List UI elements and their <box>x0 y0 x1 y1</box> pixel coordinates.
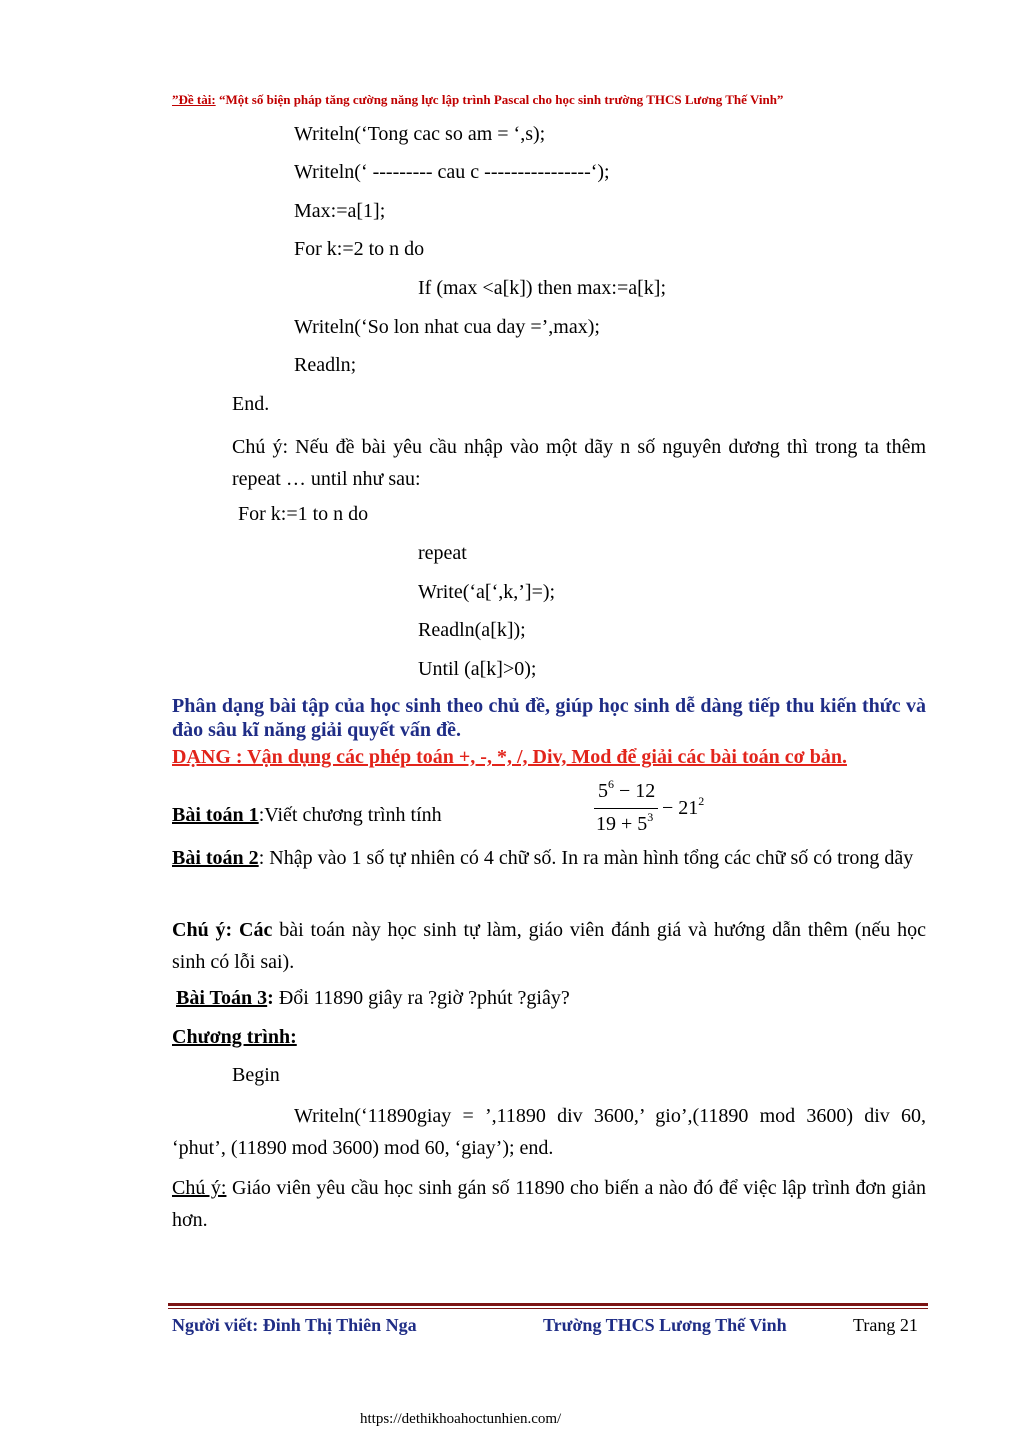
section-heading: Phân dạng bài tập của học sinh theo chủ đề, giúp học sinh dễ dàng tiếp thu kiến thức và đào sâu kĩ năng giải quyết vấn đề. <box>172 695 926 741</box>
problem-3: Bài Toán 3: Đổi 11890 giây ra ?giờ ?phút ?giây? <box>176 987 570 1009</box>
note-3-text: Giáo viên yêu cầu học sinh gán số 11890 cho biến a nào đó để việc lập trình đơn giản hơn. <box>172 1177 926 1231</box>
code-line: Max:=a[1]; <box>294 200 386 222</box>
problem-3-label: Bài Toán 3 <box>176 987 268 1009</box>
code-line: repeat <box>418 542 467 564</box>
problem-1 <box>172 803 442 827</box>
source-url[interactable]: https://dethikhoahoctunhien.com/ <box>360 1411 562 1427</box>
code-line: For k:=1 to n do <box>238 503 369 525</box>
note-2-text: bài toán này học sinh tự làm, giáo viên đánh giá và hướng dẫn thêm (nếu học sinh có lỗi sai). <box>172 919 927 973</box>
footer-school: Trường THCS Lương Thế Vinh <box>543 1315 787 1335</box>
code-line: End. <box>232 393 270 415</box>
problem-2-text: : Nhập vào 1 số tự nhiên có 4 chữ số. In ra màn hình tổng các chữ số có trong dãy <box>258 847 914 869</box>
code-line: Until (a[k]>0); <box>418 658 537 680</box>
note-paragraph: Chú ý: Nếu đề bài yêu cầu nhập vào một dãy n số nguyên dương thì trong ta thêm repeat … until như sau: <box>232 436 926 490</box>
note-2 <box>172 914 926 978</box>
code-line: Writeln(‘So lon nhat cua day =’,max); <box>294 316 600 338</box>
footer-rule-thin <box>168 1308 928 1309</box>
footer-author: Người viết: Đinh Thị Thiên Nga <box>172 1315 417 1335</box>
document-header <box>172 92 783 108</box>
problem-2 <box>172 842 926 874</box>
code-line: Readln(a[k]); <box>418 619 526 641</box>
formula-denominator: $19 + 5^3$ <box>596 810 654 835</box>
code-line: Readln; <box>294 354 357 376</box>
page-number: Trang 21 <box>853 1315 918 1335</box>
problem-1-text: :Viết chương trình tính <box>258 804 442 826</box>
code-writeln: Writeln(‘11890giay = ’,11890 div 3600,’ gio’,(11890 mod 3600) div 60, ‘phut’, (11890 mod 3600) mod 60, ‘giay’); end. <box>172 1105 926 1159</box>
note-2-label: Chú ý: Các <box>172 919 273 941</box>
code-line: Write(‘a[‘,k,’]=); <box>418 581 556 603</box>
formula-subtrahend: − $21^2$ <box>662 794 705 819</box>
problem-2-label: Bài toán 2 <box>172 847 259 869</box>
note-3 <box>172 1172 926 1236</box>
problem-1-label: Bài toán 1 <box>172 804 259 826</box>
program-label: Chương trình: <box>172 1026 297 1048</box>
dang-heading: DẠNG : Vận dụng các phép toán +, -, *, /, Div, Mod để giải các bài toán cơ bản. <box>172 746 847 768</box>
header-prefix: ”Đề tài: <box>172 92 216 107</box>
footer-rule <box>168 1303 928 1306</box>
code-line: Writeln(‘Tong cac so am = ‘,s); <box>294 123 546 145</box>
header-title: “Một số biện pháp tăng cường năng lực lập trình Pascal cho học sinh trường THCS Lương Thế Vinh” <box>215 92 784 107</box>
code-line: For k:=2 to n do <box>294 238 425 260</box>
code-line: If (max <a[k]) then max:=a[k]; <box>418 277 667 299</box>
fraction-bar <box>594 808 658 809</box>
formula-numerator: $5^6 - 12$ <box>598 777 656 802</box>
problem-3-text: Đổi 11890 giây ra ?giờ ?phút ?giây? <box>273 987 570 1009</box>
note-3-label: Chú ý: <box>172 1177 227 1199</box>
code-begin: Begin <box>232 1064 280 1086</box>
code-line: Writeln(‘ --------- cau c ----------------‘); <box>294 161 610 183</box>
